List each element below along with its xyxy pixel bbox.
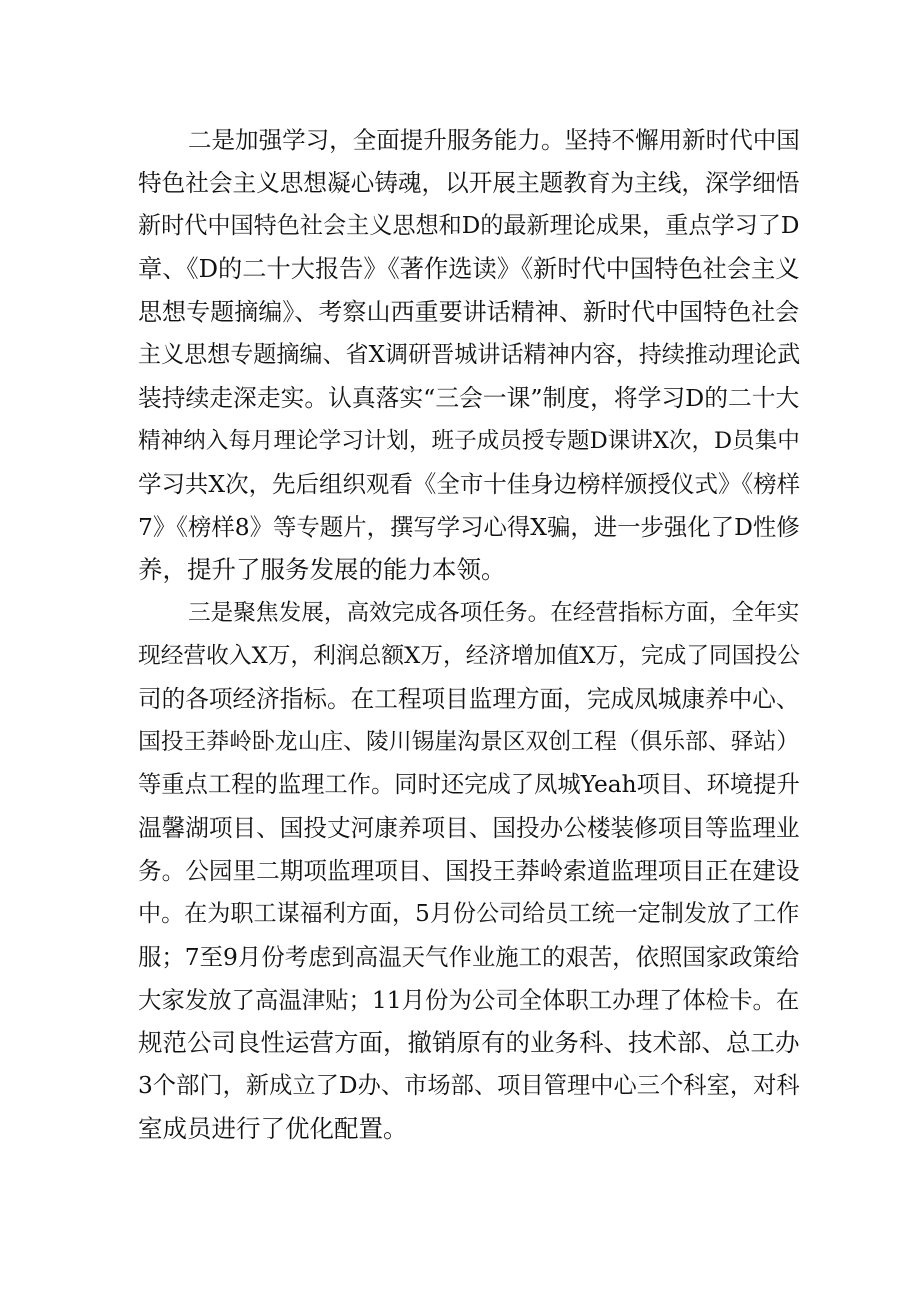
text-line: 装持续走深走实。认真落实“三会一课”制度，将学习D的二十大 xyxy=(138,384,800,412)
text-line: 司的各项经济指标。在工程项目监理方面，完成凤城康养中心、 xyxy=(138,685,800,713)
text-line: 三是聚焦发展，高效完成各项任务。在经营指标方面，全年实 xyxy=(188,600,800,626)
text-line: 新时代中国特色社会主义思想和D的最新理论成果，重点学习了D xyxy=(138,213,800,239)
text-line: 主义思想专题摘编、省X调研晋城讲话精神内容，持续推动理论武 xyxy=(138,342,801,368)
text-line: 养，提升了服务发展的能力本领。 xyxy=(138,555,506,584)
text-line: 等重点工程的监理工作。同时还完成了凤城Yeah项目、环境提升 xyxy=(138,771,800,798)
text-line: 学习共X次，先后组织观看《全市十佳身边榜样颁授仪式》《榜样 xyxy=(138,470,801,498)
text-line: 7》《榜样8》等专题片，撰写学习心得X骗，进一步强化了D性修 xyxy=(138,513,800,541)
text-line: 国投王莽岭卧龙山庄、陵川锡崖沟景区双创工程（俱乐部、驿站） xyxy=(138,729,800,755)
text-line: 务。公园里二期项监理项目、国投王莽岭索道监理项目正在建设 xyxy=(138,857,800,885)
text-line: 二是加强学习，全面提升服务能力。坚持不懈用新时代中国 xyxy=(188,126,800,154)
text-line: 精神纳入每月理论学习计划，班子成员授专题D课讲X次，D员集中 xyxy=(138,428,800,454)
text-line: 室成员进行了优化配置。 xyxy=(138,1114,408,1143)
text-line: 温馨湖项目、国投丈河康养项目、国投办公楼装修项目等监理业 xyxy=(138,814,800,842)
text-line: 大家发放了高温津贴；11月份为公司全体职工办理了体检卡。在 xyxy=(138,986,800,1014)
text-line: 3个部门，新成立了D办、市场部、项目管理中心三个科室，对科 xyxy=(138,1072,800,1099)
text-line: 服；7至9月份考虑到高温天气作业施工的艰苦，依照国家政策给 xyxy=(138,943,800,971)
text-line: 特色社会主义思想凝心铸魂，以开展主题教育为主线，深学细悟 xyxy=(138,169,800,197)
text-line: 中。在为职工谋福利方面，5月份公司给员工统一定制发放了工作 xyxy=(138,901,800,927)
text-line: 现经营收入X万，利润总额X万，经济增加值X万，完成了同国投公 xyxy=(138,643,800,669)
text-line: 规范公司良性运营方面，撤销原有的业务科、技术部、总工办 xyxy=(138,1028,800,1057)
text-line: 思想专题摘编》、考察山西重要讲话精神、新时代中国特色社会 xyxy=(138,298,800,326)
text-line: 章、《D的二十大报告》《著作选读》《新时代中国特色社会主义 xyxy=(138,254,800,283)
